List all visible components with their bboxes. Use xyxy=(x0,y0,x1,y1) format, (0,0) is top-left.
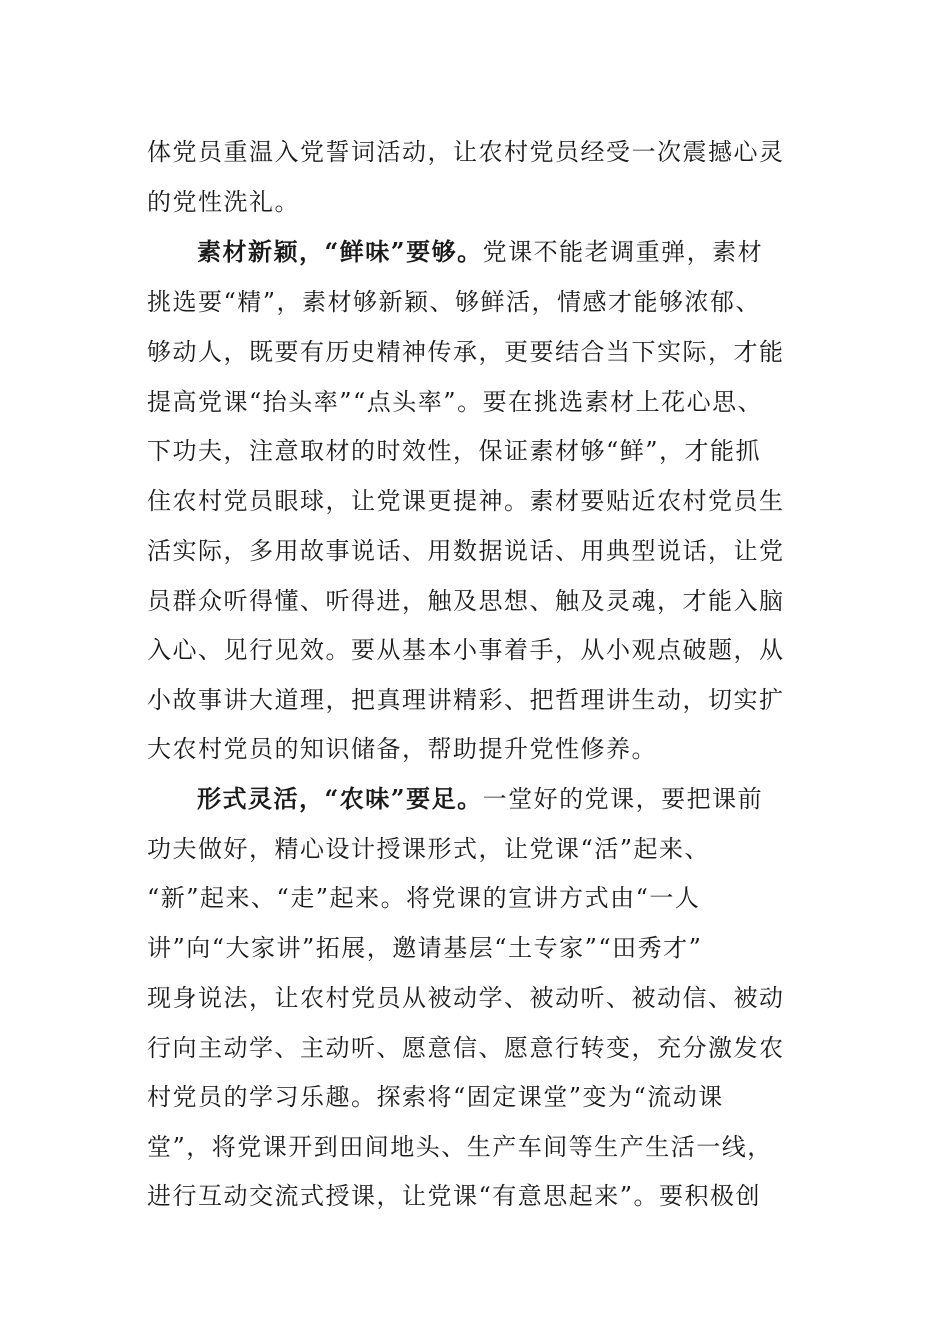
text-line: 提高党课“抬头率”“点头率”。要在挑选素材上花心思、 xyxy=(147,388,764,416)
text-line: 进行互动交流式授课，让党课“有意思起来”。要积极创 xyxy=(147,1182,762,1210)
text-line: 够动人，既要有历史精神传承，更要结合当下实际，才能 xyxy=(147,338,785,366)
text-run: 一堂好的党课，要把课前 xyxy=(482,785,764,813)
text-line: 行向主动学、主动听、愿意信、愿意行转变，充分激发农 xyxy=(147,1034,785,1062)
paragraph-lead: 形式灵活，“农味”要足。 xyxy=(197,784,483,813)
text-line: “新”起来、“走”起来。将党课的宣讲方式由“一人 xyxy=(147,884,701,912)
paragraph-lead: 素材新颖，“鲜味”要够。 xyxy=(197,237,483,266)
text-line: 大农村党员的知识储备，帮助提升党性修养。 xyxy=(147,735,657,763)
text-line: 讲”向“大家讲”拓展，邀请基层“土专家”“田秀才” xyxy=(147,934,703,962)
text-line: 村党员的学习乐趣。探索将“固定课堂”变为“流动课 xyxy=(147,1083,724,1111)
text-line: 活实际，多用故事说话、用数据说话、用典型说话，让党 xyxy=(147,537,785,565)
text-line: 住农村党员眼球，让党课更提神。素材要贴近农村党员生 xyxy=(147,487,785,515)
text-line: 功夫做好，精心设计授课形式，让党课“活”起来、 xyxy=(147,835,711,863)
text-line: 小故事讲大道理，把真理讲精彩、把哲理讲生动，切实扩 xyxy=(147,686,785,714)
text-line: 的党性洗礼。 xyxy=(147,188,300,216)
text-line: 堂”，将党课开到田间地头、生产车间等生产生活一线， xyxy=(147,1133,773,1161)
text-line: 挑选要“精”，素材够新颖、够鲜活，情感才能够浓郁、 xyxy=(147,288,762,316)
text-line: 入心、见行见效。要从基本小事着手，从小观点破题，从 xyxy=(147,636,785,664)
text-line: 体党员重温入党誓词活动，让农村党员经受一次震撼心灵 xyxy=(147,138,785,166)
text-line xyxy=(197,227,807,277)
text-line: 现身说法，让农村党员从被动学、被动听、被动信、被动 xyxy=(147,984,785,1012)
text-line: 下功夫，注意取材的时效性，保证素材够“鲜”，才能抓 xyxy=(147,437,762,465)
text-line xyxy=(197,774,807,824)
text-run: 党课不能老调重弹，素材 xyxy=(482,238,764,266)
text-line: 员群众听得懂、听得进，触及思想、触及灵魂，才能入脑 xyxy=(147,587,785,615)
